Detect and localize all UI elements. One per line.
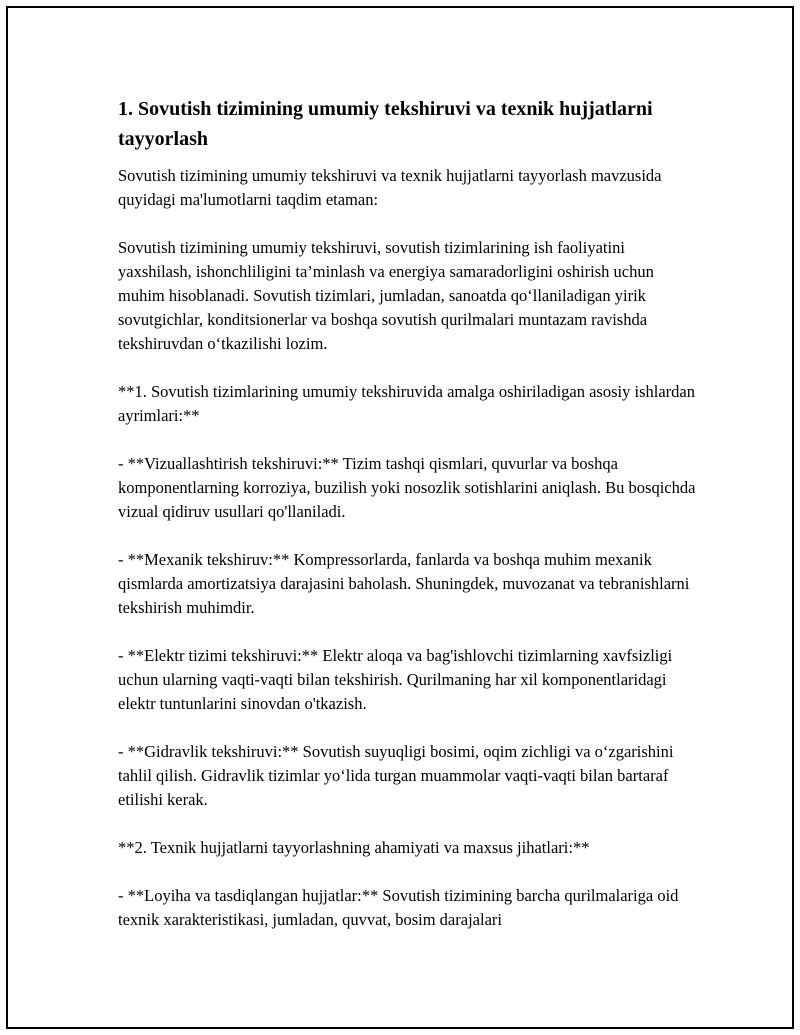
document-body <box>118 94 698 956</box>
section-2-heading-paragraph: **2. Texnik hujjatlarni tayyorlashning ahamiyati va maxsus jihatlari:** <box>118 838 590 857</box>
mechanical-inspection-paragraph: - **Mexanik tekshiruv:** Kompressorlarda, fanlarda va boshqa muhim mexanik qismlarda amortizatsiya darajasini baholash. Shuningdek, muvozanat va tebranishlarni tekshirish muhimdir. <box>118 550 690 617</box>
section-1-heading-paragraph: **1. Sovutish tizimlarining umumiy tekshiruvida amalga oshiriladigan asosiy ishlardan ayrimlari:** <box>118 382 695 425</box>
document-title: 1. Sovutish tizimining umumiy tekshiruvi va texnik hujjatlarni tayyorlash <box>118 98 653 150</box>
overview-paragraph: Sovutish tizimining umumiy tekshiruvi, sovutish tizimlarining ish faoliyatini yaxshilash, ishonchliligini ta’minlash va energiya samaradorligini oshirish uchun muhim hisoblanadi. Sovutish tizimlari, jumladan, sanoatda qo‘llaniladigan yirik sovutgichlar, konditsionerlar va boshqa sovutish qurilmalari muntazam ravishda tekshiruvdan o‘tkazilishi lozim. <box>118 238 654 353</box>
hydraulic-inspection-paragraph: - **Gidravlik tekshiruvi:** Sovutish suyuqligi bosimi, oqim zichligi va o‘zgarishini tahlil qilish. Gidravlik tizimlar yo‘lida turgan muammolar vaqti-vaqti bilan bartaraf etilishi kerak. <box>118 742 674 809</box>
intro-paragraph: Sovutish tizimining umumiy tekshiruvi va texnik hujjatlarni tayyorlash mavzusida quyidagi ma'lumotlarni taqdim etaman: <box>118 166 662 209</box>
electrical-inspection-paragraph: - **Elektr tizimi tekshiruvi:** Elektr aloqa va bag'ishlovchi tizimlarning xavfsizligi uchun ularning vaqti-vaqti bilan tekshirish. Qurilmaning har xil komponentlaridagi elektr tuntunlarini sinovdan o'tkazish. <box>118 646 673 713</box>
document-page <box>6 6 794 1029</box>
project-documents-paragraph: - **Loyiha va tasdiqlangan hujjatlar:** Sovutish tizimining barcha qurilmalariga oid texnik xarakteristikasi, jumladan, quvvat, bosim darajalari <box>118 886 679 929</box>
visual-inspection-paragraph: - **Vizuallashtirish tekshiruvi:** Tizim tashqi qismlari, quvurlar va boshqa komponentlarning korroziya, buzilish yoki nosozlik sotishlarini aniqlash. Bu bosqichda vizual qidiruv usullari qo'llaniladi. <box>118 454 696 521</box>
